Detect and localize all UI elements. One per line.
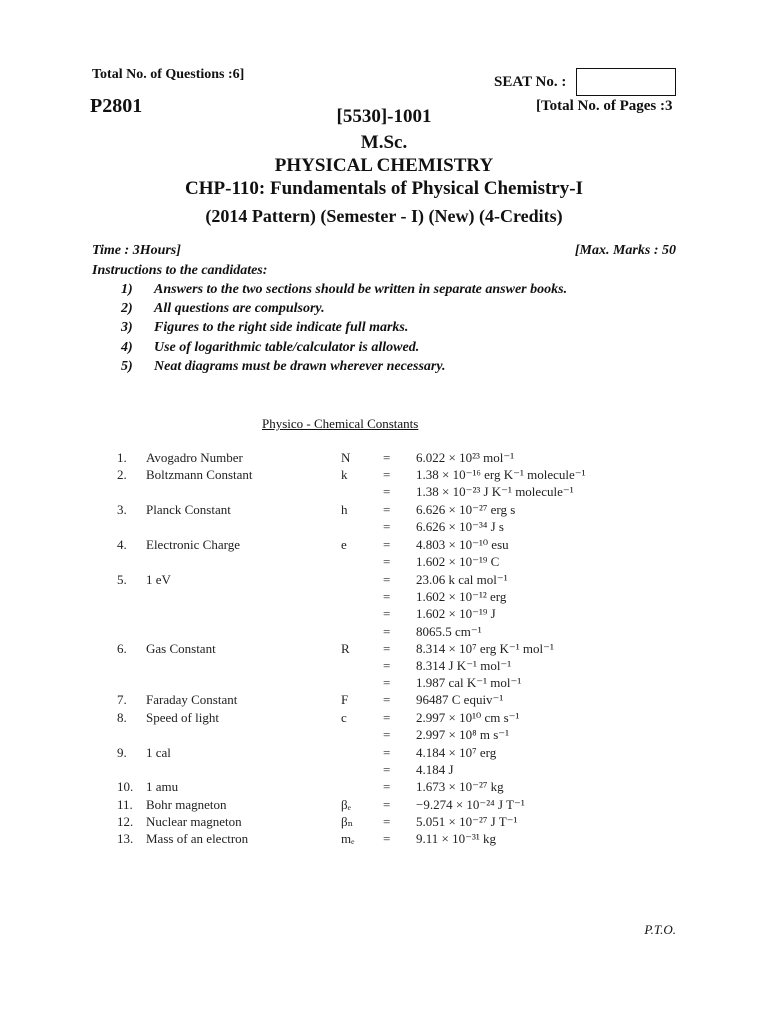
- constants-heading: Physico - Chemical Constants: [262, 416, 419, 431]
- constant-value: 1.602 × 10⁻¹² erg: [416, 589, 507, 604]
- equals-sign: =: [383, 572, 391, 587]
- constant-value: 4.184 J: [416, 762, 454, 777]
- constant-name: 1 cal: [146, 745, 171, 760]
- constant-value: 8.314 × 10⁷ erg K⁻¹ mol⁻¹: [416, 641, 554, 656]
- constant-row: [0, 554, 768, 572]
- constant-row: [0, 624, 768, 642]
- constant-number: 7.: [117, 692, 127, 707]
- instruction-number: 1): [121, 282, 133, 297]
- instruction-text: Use of logarithmic table/calculator is allowed.: [154, 340, 420, 355]
- equals-sign: =: [383, 762, 391, 777]
- constant-row: [0, 727, 768, 745]
- constant-row: [0, 797, 768, 815]
- equals-sign: =: [383, 797, 391, 812]
- constant-row: [0, 484, 768, 502]
- exam-code: [5530]-1001: [336, 106, 432, 127]
- constant-row: [0, 519, 768, 537]
- total-pages: [Total No. of Pages :3: [536, 98, 673, 114]
- constant-row: [0, 675, 768, 693]
- constant-number: 4.: [117, 537, 127, 552]
- constant-symbol: βₑ: [341, 797, 351, 812]
- constant-name: Nuclear magneton: [146, 814, 242, 829]
- pto-note: P.T.O.: [644, 922, 676, 937]
- instruction-text: Answers to the two sections should be written in separate answer books.: [154, 282, 568, 297]
- subject: PHYSICAL CHEMISTRY: [274, 155, 494, 176]
- constant-symbol: F: [341, 692, 349, 707]
- equals-sign: =: [383, 554, 391, 569]
- constant-row: [0, 762, 768, 780]
- instruction-text: Figures to the right side indicate full marks.: [154, 320, 409, 335]
- constant-row: [0, 814, 768, 832]
- equals-sign: =: [383, 450, 391, 465]
- constant-name: Planck Constant: [146, 502, 231, 517]
- degree: M.Sc.: [360, 132, 408, 153]
- equals-sign: =: [383, 519, 391, 534]
- constant-value: 9.11 × 10⁻³¹ kg: [416, 831, 497, 846]
- constant-row: [0, 502, 768, 520]
- constant-value: 1.602 × 10⁻¹⁹ C: [416, 554, 500, 569]
- equals-sign: =: [383, 692, 391, 707]
- constant-symbol: h: [341, 502, 348, 517]
- constant-row: [0, 589, 768, 607]
- instruction-number: 2): [121, 301, 133, 316]
- instruction-text: Neat diagrams must be drawn wherever necessary.: [154, 359, 446, 374]
- constant-name: Gas Constant: [146, 641, 216, 656]
- constant-value: 1.602 × 10⁻¹⁹ J: [416, 606, 496, 621]
- constant-name: Boltzmann Constant: [146, 467, 253, 482]
- constant-number: 9.: [117, 745, 127, 760]
- constant-name: 1 eV: [146, 572, 171, 587]
- constant-row: [0, 692, 768, 710]
- seat-number-box: [576, 68, 676, 96]
- instruction-number: 4): [121, 340, 133, 355]
- instruction-text: All questions are compulsory.: [154, 301, 325, 316]
- constant-name: Electronic Charge: [146, 537, 240, 552]
- constant-symbol: c: [341, 710, 347, 725]
- equals-sign: =: [383, 675, 391, 690]
- constant-value: 1.673 × 10⁻²⁷ kg: [416, 779, 504, 794]
- constant-name: Avogadro Number: [146, 450, 243, 465]
- constant-name: Speed of light: [146, 710, 219, 725]
- equals-sign: =: [383, 658, 391, 673]
- constant-name: Mass of an electron: [146, 831, 249, 846]
- constant-value: 2.997 × 10⁸ m s⁻¹: [416, 727, 510, 742]
- constant-name: Bohr magneton: [146, 797, 227, 812]
- constant-number: 10.: [117, 779, 134, 794]
- instructions-heading: Instructions to the candidates:: [92, 263, 268, 278]
- constant-row: [0, 641, 768, 659]
- equals-sign: =: [383, 641, 391, 656]
- equals-sign: =: [383, 467, 391, 482]
- constant-symbol: N: [341, 450, 351, 465]
- constant-number: 1.: [117, 450, 127, 465]
- equals-sign: =: [383, 502, 391, 517]
- constant-symbol: βₙ: [341, 814, 354, 829]
- constant-value: 4.184 × 10⁷ erg: [416, 745, 497, 760]
- constant-row: [0, 572, 768, 590]
- paper-code: P2801: [90, 95, 143, 117]
- constant-row: [0, 450, 768, 468]
- constant-value: 6.022 × 10²³ mol⁻¹: [416, 450, 515, 465]
- constant-value: 1.38 × 10⁻¹⁶ erg K⁻¹ molecule⁻¹: [416, 467, 586, 482]
- constant-number: 5.: [117, 572, 127, 587]
- constant-symbol: mₑ: [341, 831, 355, 846]
- equals-sign: =: [383, 484, 391, 499]
- constant-value: 2.997 × 10¹⁰ cm s⁻¹: [416, 710, 520, 725]
- total-questions: Total No. of Questions :6]: [92, 67, 245, 82]
- constant-value: 6.626 × 10⁻³⁴ J s: [416, 519, 504, 534]
- instruction-item: [121, 282, 567, 298]
- instruction-number: 3): [121, 320, 133, 335]
- constant-symbol: R: [341, 641, 350, 656]
- equals-sign: =: [383, 779, 391, 794]
- constant-row: [0, 710, 768, 728]
- equals-sign: =: [383, 710, 391, 725]
- equals-sign: =: [383, 589, 391, 604]
- equals-sign: =: [383, 606, 391, 621]
- instruction-item: [121, 301, 325, 317]
- constant-number: 8.: [117, 710, 127, 725]
- instruction-item: [121, 320, 408, 336]
- constant-name: Faraday Constant: [146, 692, 238, 707]
- course-title: CHP-110: Fundamentals of Physical Chemistry-I: [185, 178, 583, 199]
- constant-row: [0, 467, 768, 485]
- instruction-number: 5): [121, 359, 133, 374]
- max-marks: [Max. Marks : 50: [574, 243, 676, 258]
- constant-number: 6.: [117, 641, 127, 656]
- constant-value: 4.803 × 10⁻¹⁰ esu: [416, 537, 509, 552]
- instruction-item: [121, 340, 419, 356]
- constant-value: 8.314 J K⁻¹ mol⁻¹: [416, 658, 512, 673]
- constant-row: [0, 537, 768, 555]
- constant-value: 23.06 k cal mol⁻¹: [416, 572, 508, 587]
- constant-row: [0, 745, 768, 763]
- constant-value: 96487 C equiv⁻¹: [416, 692, 504, 707]
- equals-sign: =: [383, 814, 391, 829]
- constant-name: 1 amu: [146, 779, 179, 794]
- equals-sign: =: [383, 745, 391, 760]
- constant-value: −9.274 × 10⁻²⁴ J T⁻¹: [416, 797, 525, 812]
- constant-value: 6.626 × 10⁻²⁷ erg s: [416, 502, 516, 517]
- constant-number: 12.: [117, 814, 134, 829]
- pattern-line: (2014 Pattern) (Semester - I) (New) (4-Credits): [205, 206, 563, 226]
- constant-number: 13.: [117, 831, 134, 846]
- equals-sign: =: [383, 624, 391, 639]
- constant-symbol: e: [341, 537, 347, 552]
- seat-number-label: SEAT No. :: [494, 74, 567, 90]
- equals-sign: =: [383, 831, 391, 846]
- constant-row: [0, 831, 768, 849]
- constant-number: 11.: [117, 797, 133, 812]
- equals-sign: =: [383, 537, 391, 552]
- constant-value: 5.051 × 10⁻²⁷ J T⁻¹: [416, 814, 518, 829]
- constant-value: 1.987 cal K⁻¹ mol⁻¹: [416, 675, 522, 690]
- constant-number: 3.: [117, 502, 127, 517]
- constant-symbol: k: [341, 467, 348, 482]
- constant-number: 2.: [117, 467, 127, 482]
- equals-sign: =: [383, 727, 391, 742]
- instruction-item: [121, 359, 446, 375]
- constant-row: [0, 606, 768, 624]
- constant-row: [0, 658, 768, 676]
- constant-value: 1.38 × 10⁻²³ J K⁻¹ molecule⁻¹: [416, 484, 574, 499]
- constant-value: 8065.5 cm⁻¹: [416, 624, 482, 639]
- constant-row: [0, 779, 768, 797]
- time-allowed: Time : 3Hours]: [92, 243, 181, 258]
